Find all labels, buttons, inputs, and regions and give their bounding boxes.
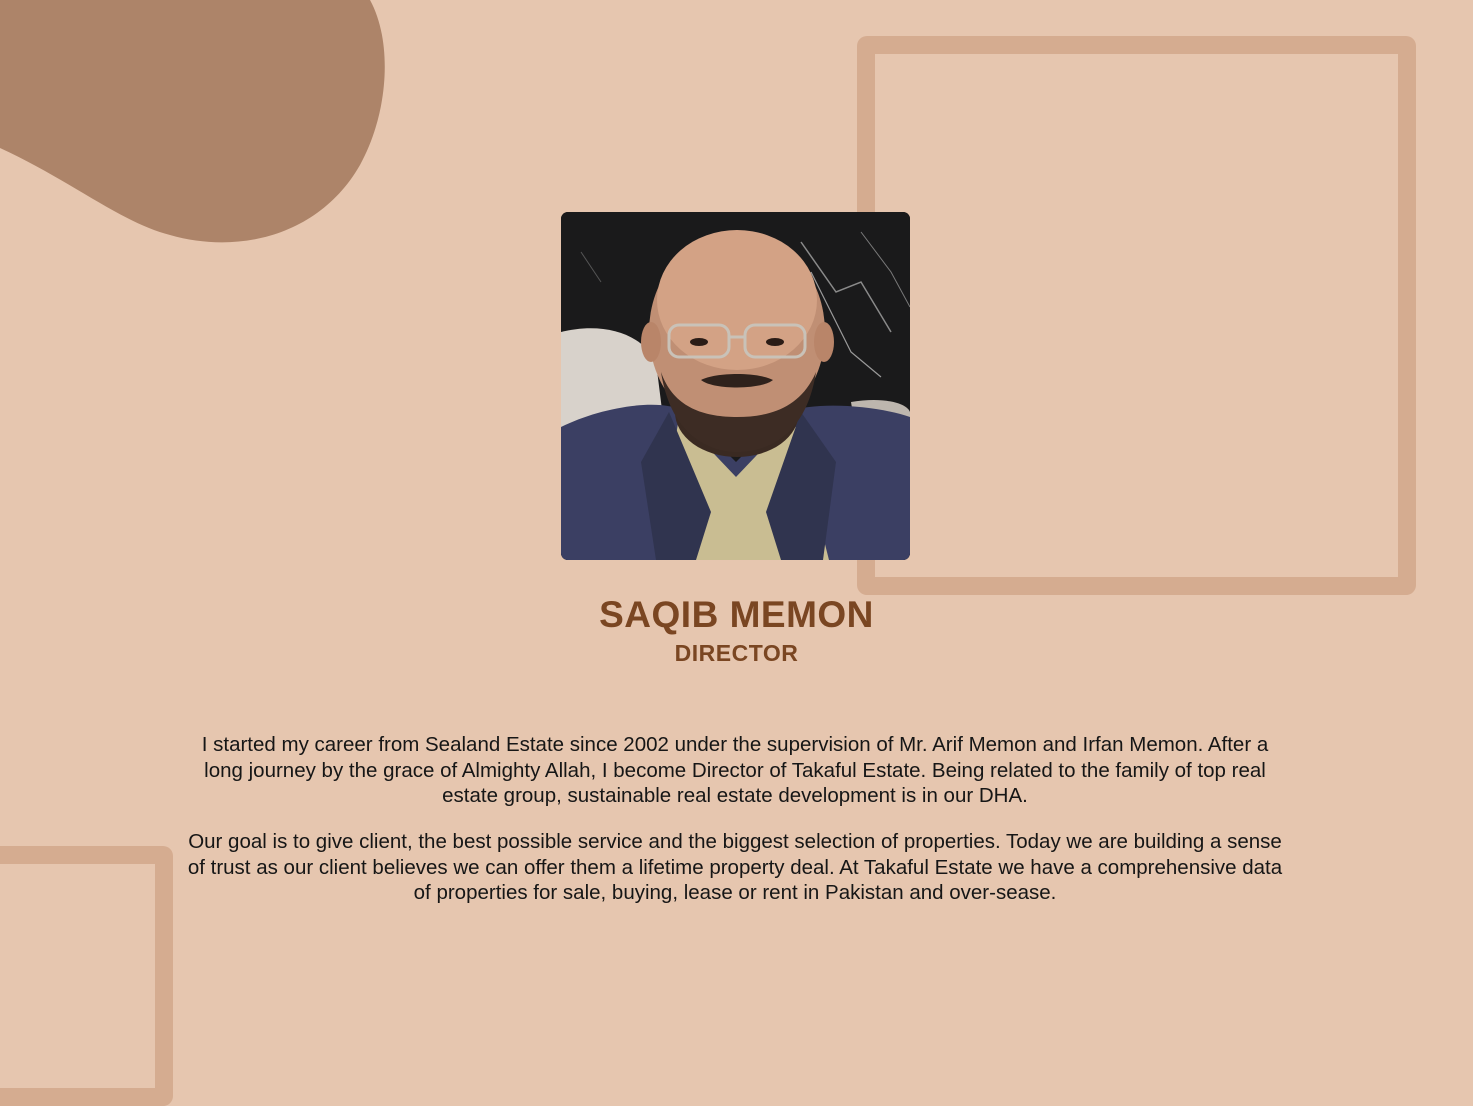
decorative-frame-left: [0, 846, 173, 1106]
person-role: DIRECTOR: [674, 640, 799, 666]
decorative-frame-right: [857, 36, 1416, 595]
profile-photo: [561, 212, 910, 560]
decorative-blob: [0, 0, 390, 250]
person-name: SAQIB MEMON: [599, 594, 874, 635]
bio-paragraph-2: Our goal is to give client, the best possible service and the biggest selection of properties. Today we are building a sense of trust as our client believes we can offer them a lifetime property deal. At Takaful Estate we have a comprehensive data of properties for sale, buying, lease or rent in Pakistan and over-sease.: [187, 830, 1283, 904]
bio-paragraph-1: I started my career from Sealand Estate since 2002 under the supervision of Mr. Arif Memon and Irfan Memon. After a long journey by the grace of Almighty Allah, I become Director of Takaful Estate. Being related to the family of top real estate group, sustainable real estate development is in our DHA.: [201, 733, 1269, 807]
